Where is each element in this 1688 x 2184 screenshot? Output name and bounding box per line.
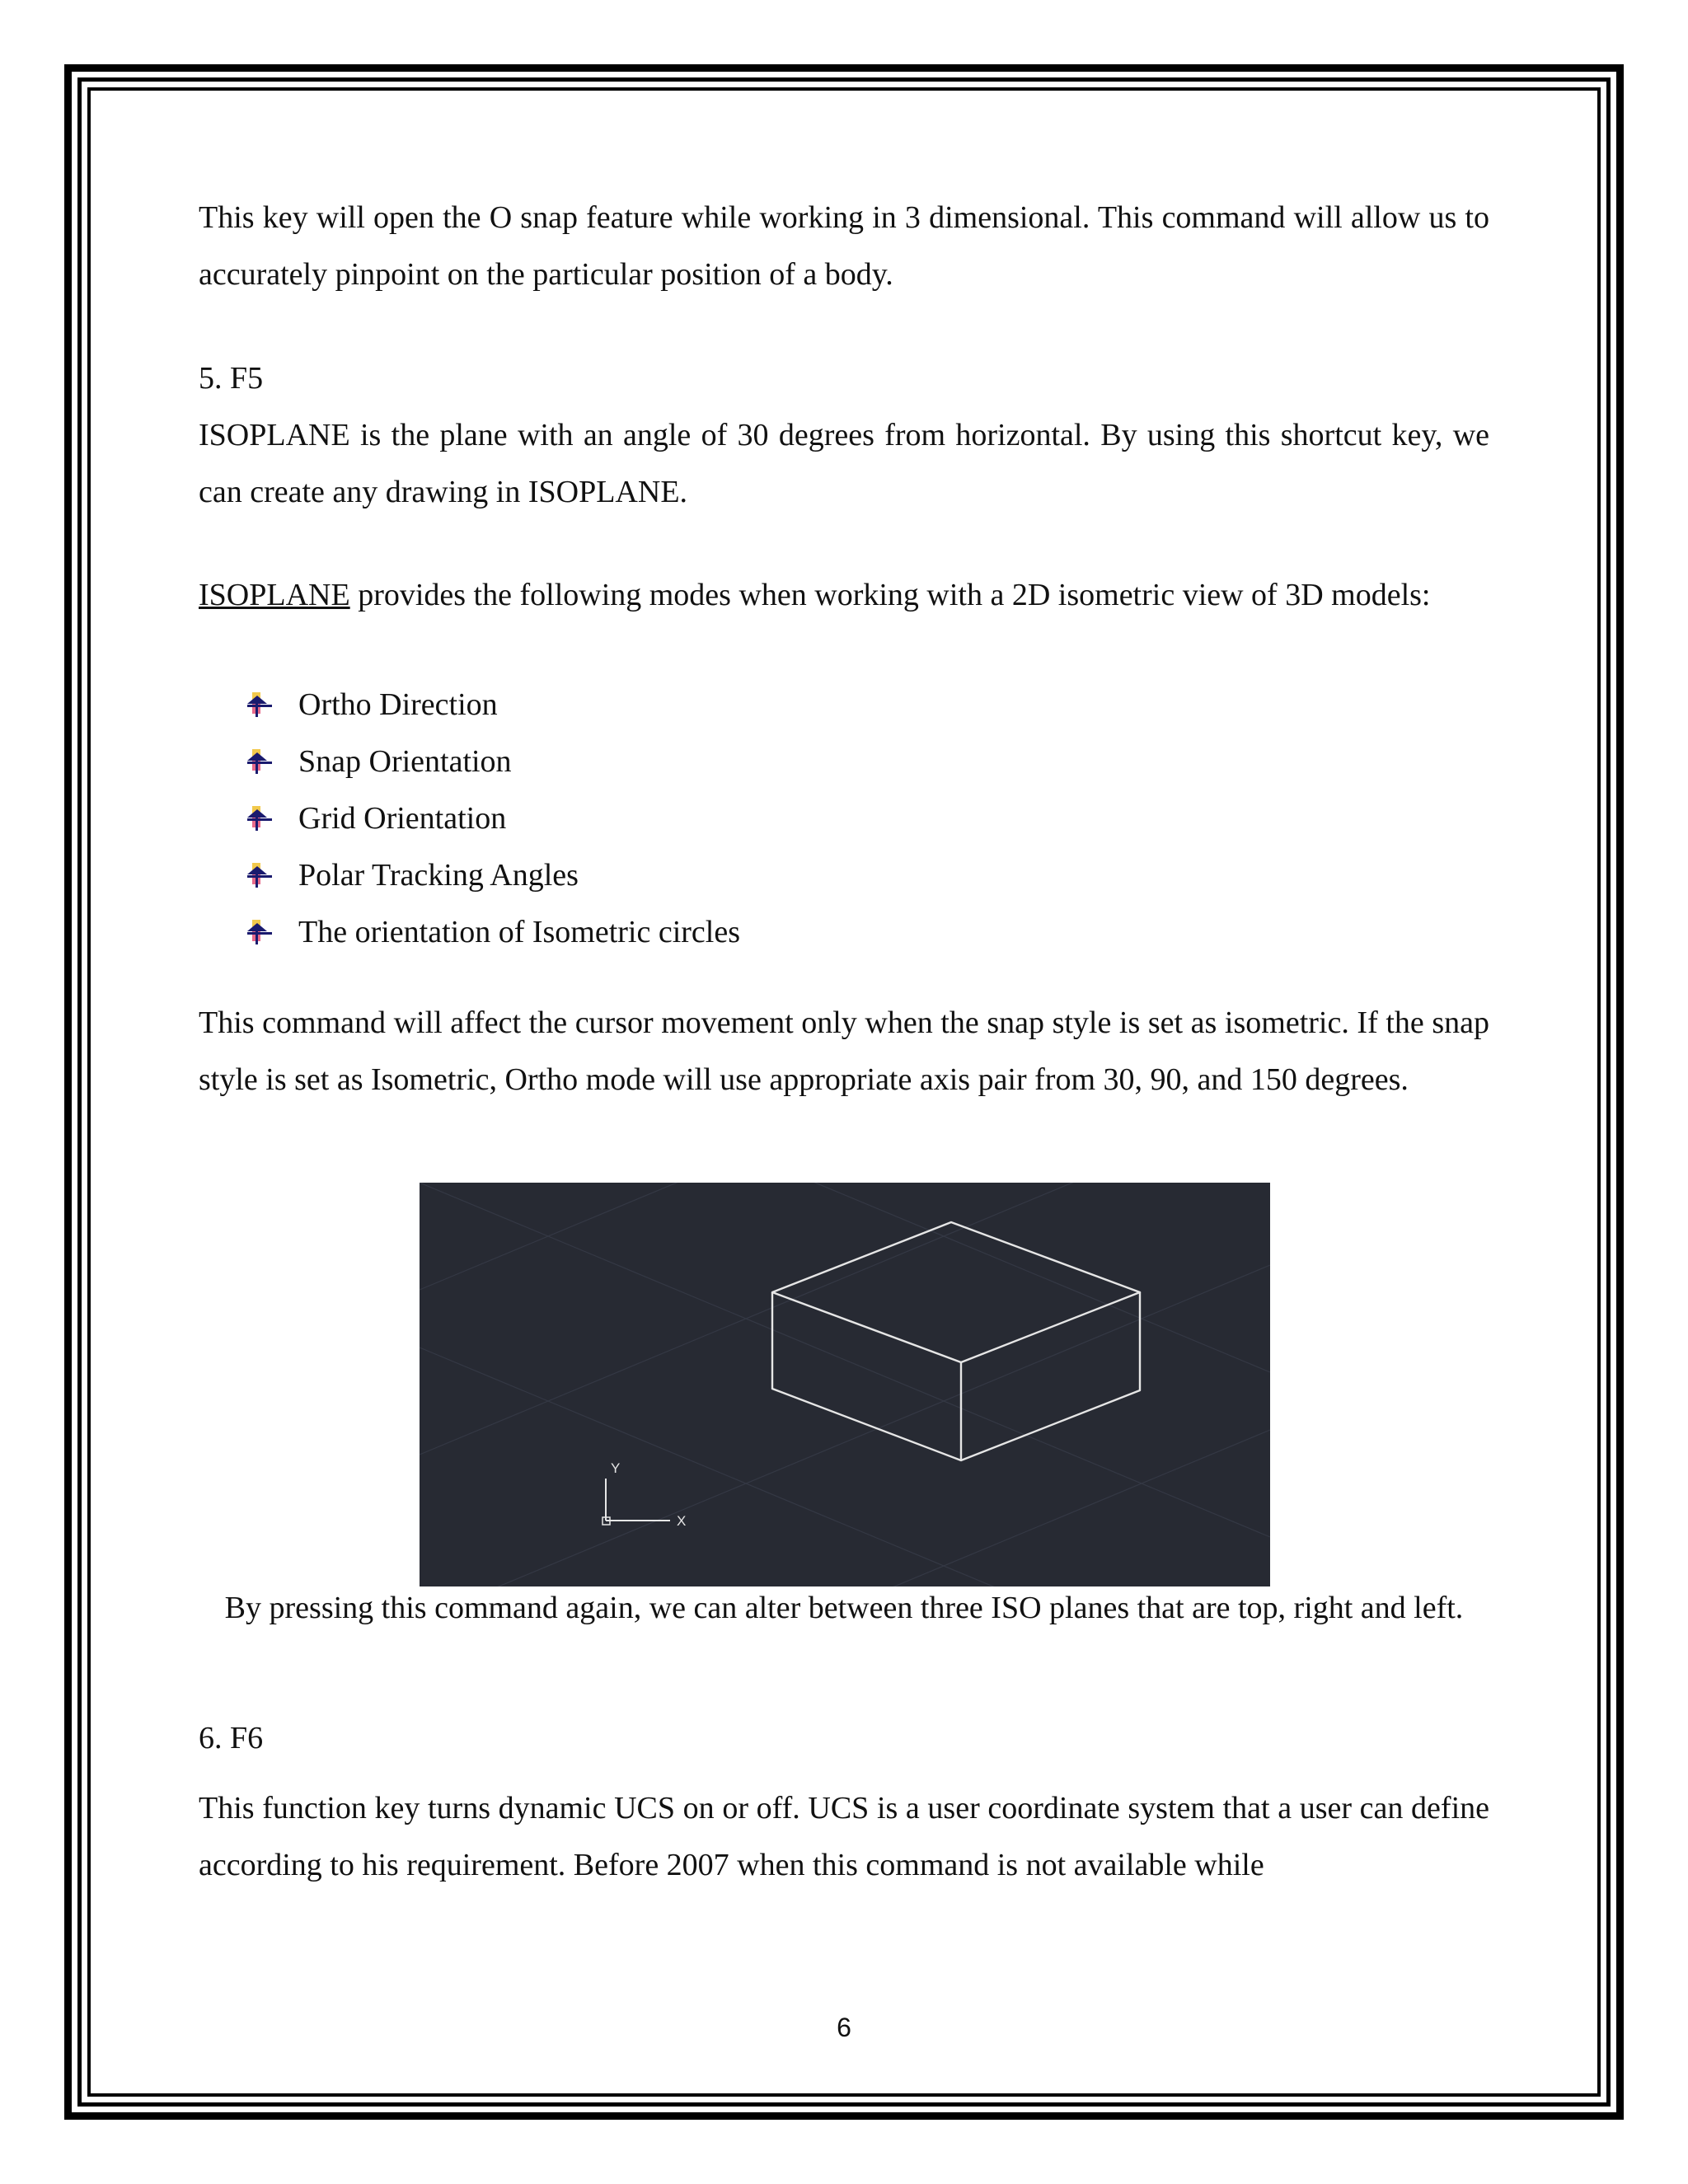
arrow-bullet-icon xyxy=(246,803,277,834)
f6-heading: 6. F6 xyxy=(199,1721,264,1755)
list-item-label: Ortho Direction xyxy=(298,687,498,722)
page-number: 6 xyxy=(837,2013,851,2042)
isometric-box xyxy=(772,1222,1140,1460)
list-item-label: Grid Orientation xyxy=(298,800,507,836)
arrow-bullet-icon xyxy=(246,689,277,720)
arrow-bullet-icon xyxy=(246,860,277,891)
isoplane-link[interactable]: ISOPLANE xyxy=(199,578,350,612)
list-item xyxy=(246,903,740,960)
axis-x-label: X xyxy=(677,1513,687,1529)
isoplane-modes-list xyxy=(246,676,740,960)
list-item-label: Snap Orientation xyxy=(298,743,512,779)
f5-description: ISOPLANE is the plane with an angle of 30 degrees from horizontal. By using this shortcut key, we can create any drawing in ISOPLANE. xyxy=(199,418,1489,509)
list-item-label: Polar Tracking Angles xyxy=(298,857,579,893)
list-item xyxy=(246,790,740,846)
cursor-movement-paragraph: This command will affect the cursor movement only when the snap style is set as isometric. If the snap style is set as Isometric, Ortho mode will use appropriate axis pair from 30, 90, and 150 degrees. xyxy=(199,1005,1489,1097)
list-item xyxy=(246,733,740,790)
arrow-bullet-icon xyxy=(246,746,277,777)
list-item xyxy=(246,846,740,903)
f6-description: This function key turns dynamic UCS on or off. UCS is a user coordinate system that a user can define according to his requirement. Before 2007 when this command is not available while xyxy=(199,1791,1489,1882)
isometric-grid xyxy=(420,1183,1270,1586)
figure-caption: By pressing this command again, we can alter between three ISO planes that are top, right and left. xyxy=(224,1591,1464,1625)
arrow-bullet-icon xyxy=(246,916,277,948)
ucs-axis-icon xyxy=(603,1460,686,1529)
isometric-box-screenshot xyxy=(420,1183,1270,1586)
f5-heading: 5. F5 xyxy=(199,361,264,396)
list-item xyxy=(246,676,740,733)
isoplane-modes-text: provides the following modes when working with a 2D isometric view of 3D models: xyxy=(349,578,1431,612)
list-item-label: The orientation of Isometric circles xyxy=(298,914,741,949)
isoplane-modes-intro xyxy=(199,567,1489,624)
axis-y-label: Y xyxy=(611,1460,621,1476)
intro-paragraph: This key will open the O snap feature while working in 3 dimensional. This command will allow us to accurately pinpoint on the particular position of a body. xyxy=(199,200,1489,292)
